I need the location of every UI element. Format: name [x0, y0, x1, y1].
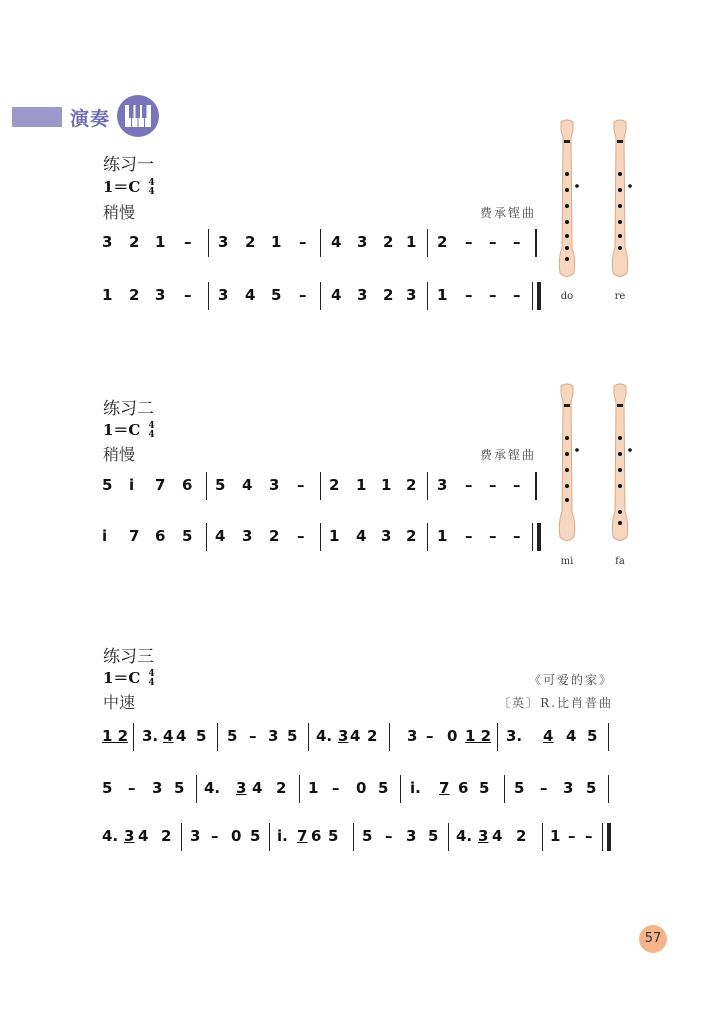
exercise-3-composer: 〔英〕R.比肖普曲 — [498, 696, 613, 710]
section-title: 演奏 — [70, 108, 111, 130]
exercise-2-title: 练习二 — [103, 399, 154, 419]
exercise-1-line-1: 3 2 1 – 3 2 1 – 4 3 2 1 2 – – – — [100, 229, 545, 259]
exercise-3-title: 练习三 — [103, 647, 154, 667]
recorder-fingering-do: do — [550, 118, 584, 290]
exercise-2-tempo: 稍慢 — [103, 445, 136, 464]
exercise-3-song-title: 《可爱的家》 — [528, 673, 613, 687]
page-number: 57 — [639, 925, 667, 953]
exercise-2-line-2: i 7 6 5 4 3 2 – 1 4 3 2 1 – – – — [100, 523, 545, 553]
time-signature: 4 4 — [148, 669, 155, 688]
section-header-bar — [12, 107, 62, 127]
exercise-1-title: 练习一 — [103, 155, 154, 175]
exercise-1-tempo: 稍慢 — [103, 203, 136, 222]
exercise-2-composer: 费承铿曲 — [479, 448, 536, 462]
exercise-1-composer: 费承铿曲 — [479, 206, 536, 220]
time-signature: 4 4 — [148, 178, 155, 197]
exercise-2-key: 1＝C 4 4 — [103, 421, 155, 440]
recorder-fingering-mi: mi — [550, 382, 584, 554]
exercise-3-line-3: 4. 3 4 2 3 – 0 5 i. 7 6 5 5 – 3 5 4. 3 4 2 1 – – — [100, 823, 620, 853]
exercise-1-line-2: 1 2 3 – 3 4 5 – 4 3 2 3 1 – – – — [100, 282, 545, 312]
recorder-fingering-fa: fa — [603, 382, 637, 554]
exercise-2-line-1: 5 i 7 6 5 4 3 – 2 1 1 2 3 – – – — [100, 472, 545, 502]
exercise-3-key: 1＝C 4 4 — [103, 669, 155, 688]
recorder-fingering-re: re — [603, 118, 637, 290]
time-signature: 4 4 — [148, 421, 155, 440]
exercise-3-line-2: 5 – 3 5 4. 3 4 2 1 – 0 5 i. 7 6 5 5 – 3 5 — [100, 775, 620, 805]
piano-keys-icon — [116, 94, 160, 138]
exercise-3-line-1: 1 2 3. 4 4 5 5 – 3 5 4. 3 4 2 3 – 0 1 2 3. 4 4 5 — [100, 723, 620, 753]
exercise-1-key: 1＝C 4 4 — [103, 178, 155, 197]
exercise-3-tempo: 中速 — [103, 693, 136, 712]
